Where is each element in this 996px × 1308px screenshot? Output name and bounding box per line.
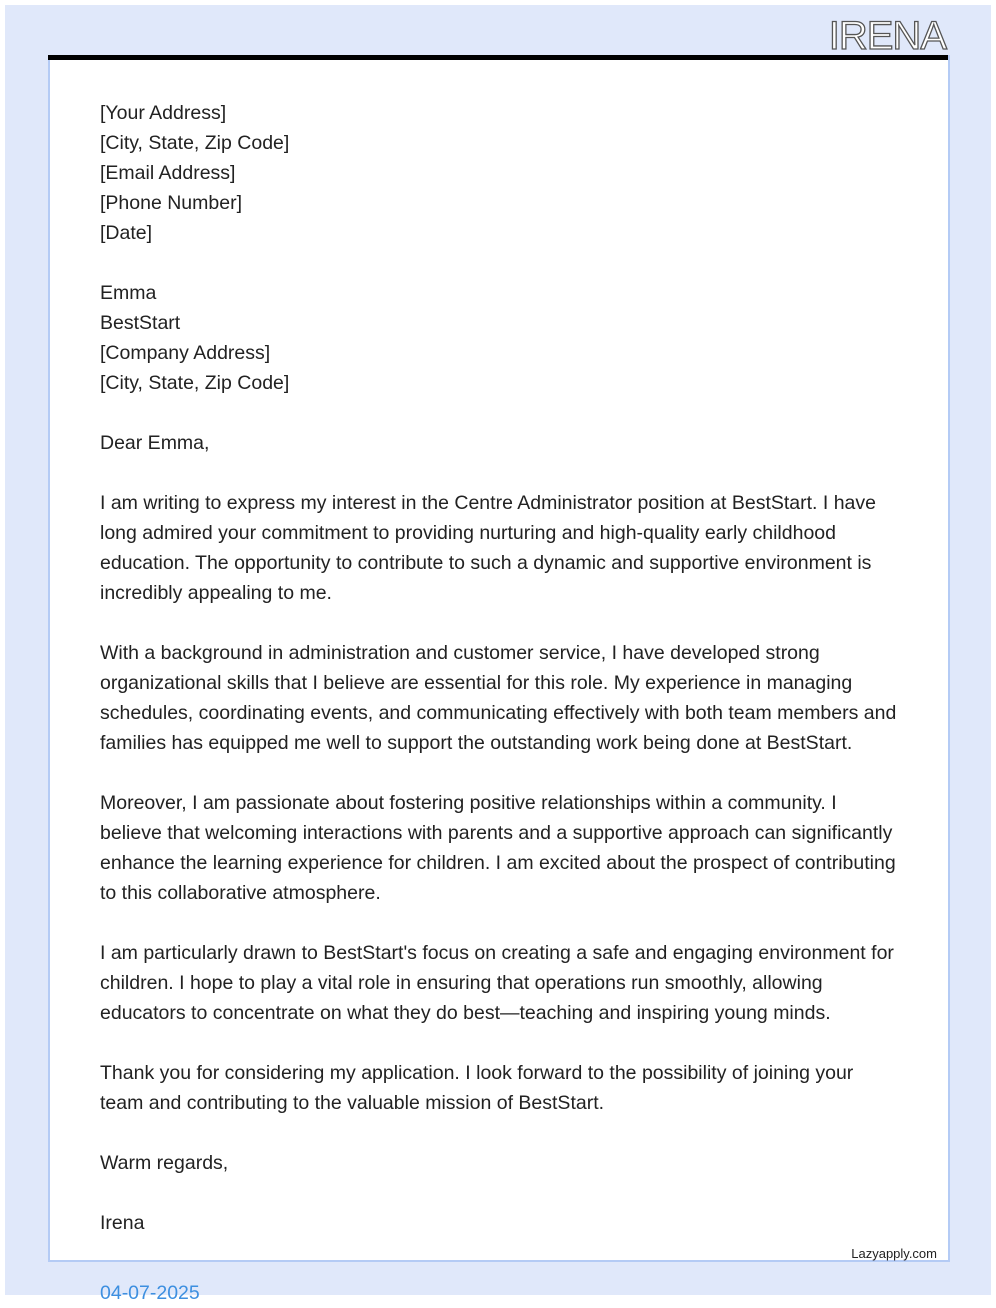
paragraph: With a background in administration and customer service, I have developed strong organizational skills that I believe are essential for this role. My experience in managing schedules, coordinating events, and communicating effectively with both team members and families has equipped me well to support the outstanding work being done at BestStart. — [100, 642, 897, 754]
sender-line: [Email Address] — [100, 162, 236, 184]
paragraph: Thank you for considering my application. I look forward to the possibility of joining your team and contributing to the valuable mission of BestStart. — [100, 1062, 854, 1114]
header-bar — [48, 55, 948, 60]
recipient-line: [City, State, Zip Code] — [100, 372, 290, 394]
footer-watermark: Lazyapply.com — [851, 1246, 937, 1261]
logo: IRENA — [828, 14, 946, 58]
sender-line: [City, State, Zip Code] — [100, 132, 290, 154]
recipient-line: Emma — [100, 282, 157, 304]
recipient-line: [Company Address] — [100, 342, 271, 364]
letter-date: 04-07-2025 — [100, 1282, 200, 1304]
signature: Irena — [100, 1212, 145, 1234]
sender-line: [Date] — [100, 222, 153, 244]
sender-line: [Your Address] — [100, 102, 227, 124]
sender-line: [Phone Number] — [100, 192, 242, 214]
salutation: Dear Emma, — [100, 432, 210, 454]
paragraph: I am writing to express my interest in the Centre Administrator position at BestStart. I have long admired your commitment to providing nurturing and high-quality early childhood education. The opportunity to contribute to such a dynamic and supportive environment is incredibly appealing to me. — [100, 492, 877, 604]
paragraph: Moreover, I am passionate about fostering positive relationships within a community. I believe that welcoming interactions with parents and a supportive approach can significantly enhance the learning experience for children. I am excited about the prospect of contributing to this collaborative atmosphere. — [100, 792, 896, 904]
recipient-block — [100, 278, 900, 398]
paragraph: I am particularly drawn to BestStart's focus on creating a safe and engaging environment for children. I hope to play a vital role in ensuring that operations run smoothly, allowing educators to concentrate on what they do best—teaching and inspiring young minds. — [100, 942, 894, 1024]
closing: Warm regards, — [100, 1152, 229, 1174]
recipient-line: BestStart — [100, 312, 181, 334]
sender-block — [100, 98, 900, 248]
letter-body — [100, 98, 900, 1268]
